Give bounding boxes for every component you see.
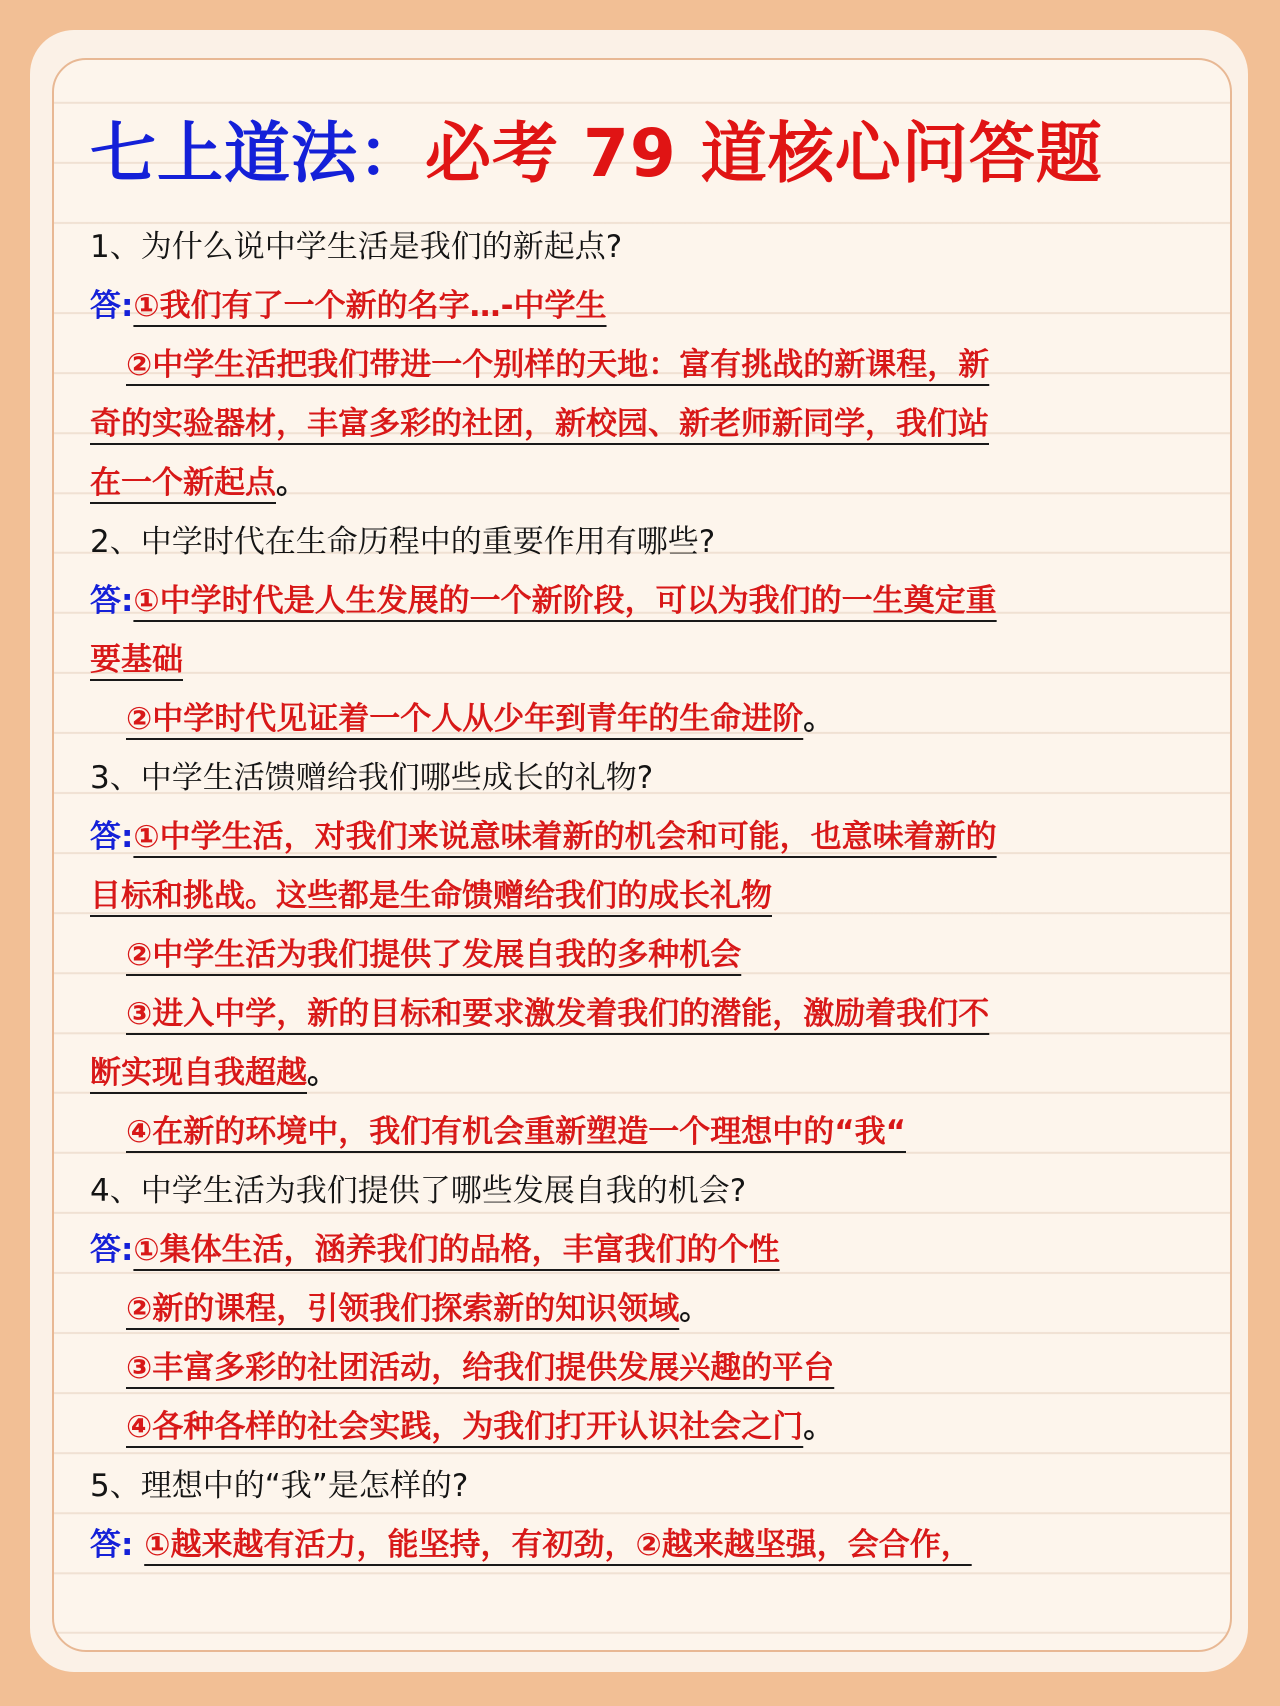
answer-1-item-2: ②中学生活把我们带进一个别样的天地：富有挑战的新课程，新 <box>126 347 990 383</box>
answer-3-item-1: 答:①中学生活，对我们来说意味着新的机会和可能，也意味着新的 <box>90 819 997 855</box>
answer-label: 答: <box>90 288 134 324</box>
answer-3-item-4: ④在新的环境中，我们有机会重新塑造一个理想中的“我“ <box>126 1114 906 1150</box>
question-4: 4、中学生活为我们提供了哪些发展自我的机会? <box>90 1173 747 1209</box>
answer-label: 答: <box>90 1527 145 1563</box>
answer-1-item-1: 答:①我们有了一个新的名字…-中学生 <box>90 288 607 324</box>
question-3: 3、中学生活馈赠给我们哪些成长的礼物? <box>90 760 654 796</box>
title-subject: 七上道法： <box>90 115 425 192</box>
answer-2-item-1: 答:①中学时代是人生发展的一个新阶段，可以为我们的一生奠定重 <box>90 583 997 619</box>
page-title <box>90 108 1200 200</box>
answer-4-item-4: ④各种各样的社会实践，为我们打开认识社会之门。 <box>126 1409 835 1445</box>
answer-label: 答: <box>90 819 134 855</box>
answer-4-item-2: ②新的课程，引领我们探索新的知识领域。 <box>126 1291 711 1327</box>
answer-label: 答: <box>90 583 134 619</box>
answer-5-item-1: 答: ①越来越有活力，能坚持，有初劲，②越来越坚强，会合作， <box>90 1527 972 1563</box>
answer-1-item-2-cont: 奇的实验器材，丰富多彩的社团，新校园、新老师新同学，我们站 <box>90 406 989 442</box>
title-topic: 必考 79 道核心问答题 <box>425 115 1103 192</box>
question-1: 1、为什么说中学生活是我们的新起点? <box>90 229 623 265</box>
answer-3-item-3-end: 断实现自我超越。 <box>90 1055 338 1091</box>
answer-4-item-3: ③丰富多彩的社团活动，给我们提供发展兴趣的平台 <box>126 1350 835 1386</box>
answer-1-item-2-end: 在一个新起点。 <box>90 465 307 501</box>
answer-3-item-3: ③进入中学，新的目标和要求激发着我们的潜能，激励着我们不 <box>126 996 990 1032</box>
answer-2-item-1-end: 要基础 <box>90 642 183 678</box>
answer-2-item-2: ②中学时代见证着一个人从少年到青年的生命进阶。 <box>126 701 835 737</box>
answer-label: 答: <box>90 1232 134 1268</box>
question-2: 2、中学时代在生命历程中的重要作用有哪些? <box>90 524 716 560</box>
qa-document <box>90 108 1200 1575</box>
question-5: 5、理想中的“我”是怎样的? <box>90 1468 469 1504</box>
answer-4-item-1: 答:①集体生活，涵养我们的品格，丰富我们的个性 <box>90 1232 780 1268</box>
answer-3-item-2: ②中学生活为我们提供了发展自我的多种机会 <box>126 937 742 973</box>
answer-3-item-1-end: 目标和挑战。这些都是生命馈赠给我们的成长礼物 <box>90 878 772 914</box>
